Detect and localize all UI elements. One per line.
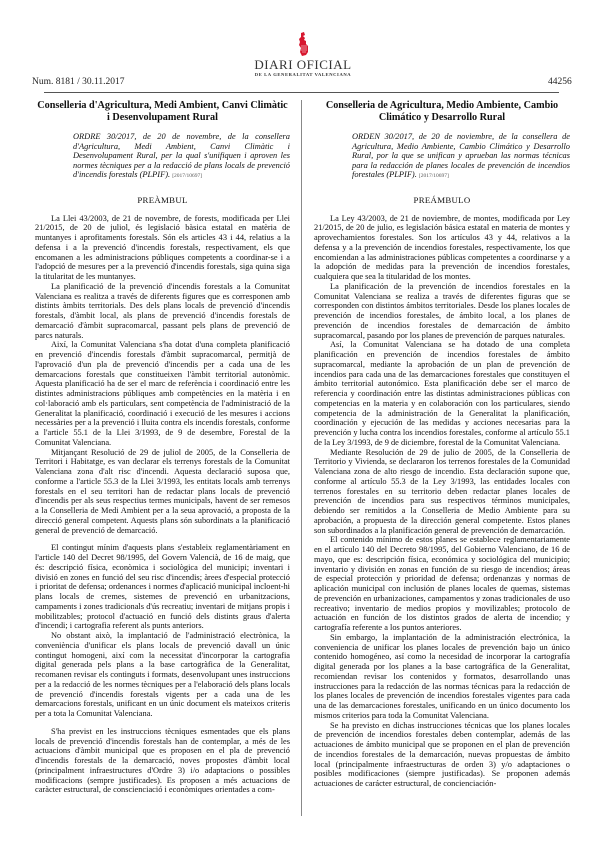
diari-oficial-logo — [248, 32, 358, 77]
preamble-heading: PREÀMBUL — [137, 194, 188, 205]
paragraph: S'ha previst en les instruccions tècniques esmentades que els plans locals de prevenció d'incendis forestals han de contemplar, a més de les actuacions d'àmbit municipal que es proposen en el pla de prevenció d'incendis forestals de la demarcació, noves propostes d'àmbit local (principalment infraestructures d'Ordre 3) i/o adaptacions o possibles modificacions (sempre justificades). Es proposen a més actuacions de caràcter estructural, de conscienciació i econòmiques orientades a com- — [35, 726, 290, 795]
paragraph: Sin embargo, la implantación de la administración electrónica, la conveniencia de unificar los planes locales de prevención bajo un único contenido homogéneo, así como la necesidad de incorporar la cartografía digital generada por los planes a la base cartográfica de la Generalitat, recomiendan revisar los contenidos y formatos, desarrollando unas instrucciones para la redacción de las normas técnicas para la redacción de los planes locales de prevención de incendios forestales vigentes para cada una de las demarcaciones forestales, unificando en un único documento los mismos criterios para toda la Comunitat Valenciana. — [314, 632, 570, 720]
paragraph: No obstant això, la implantació de l'administració electrònica, la conveniència d'unificar els plans locals de prevenció davall un únic contingut homogeni, així com la necessitat d'incorporar la cartografia digital generada pels plans a la base cartogràfica de la Generalitat, recomanen revisar els continguts i formats, desenvolupant unes instruccions per a la redacció de les normes tècniques per a l'elaboració dels plans locals de prevenció d'incendis forestals vigents per a cada una de les demarcacions forestals, unificant en un únic document els mateixos criteris per a tota la Comunitat Valenciana. — [35, 631, 290, 719]
order-reference: [2017/10697] — [172, 173, 203, 180]
paragraph: La Ley 43/2003, de 21 de noviembre, de montes, modificada por Ley 21/2015, de 20 de julio, es legislación básica estatal en materia de montes y aprovechamientos forestales. Son los artículos 43 y 44, relativos a la defensa y a la prevención de incendios forestales, respectivamente, los que encomiendan a las administraciones públicas competentes a coordinarse y a la adopción de medidas para la prevención de incendios forestales, cualquiera que sea la titularidad de los montes. — [314, 213, 570, 282]
paragraph: El contenido mínimo de estos planes se establece reglamentariamente en el artículo 140 del Decreto 98/1995, del Gobierno Valenciano, de 16 de mayo, que es: descripción física, económica y sociológica del municipio; inventario y división en zonas en función de su riesgo de incendios; áreas de especial protección y prioridad de defensa; ordenanzas y normas de aplicación municipal con inclusión de planes locales de quemas, sistemas de prevención en urbanizaciones, campamentos y zonas tradicionales de uso recreativo; inventario de medios propios y movilizables; protocolo de actuación en función de los distintos grados de alerta de incendio; y cartografía referente a los puntos anteriores. — [314, 535, 570, 633]
paragraph: Así, la Comunitat Valenciana se ha dotado de una completa planificación en prevención de incendios forestales de ámbito supracomarcal, mediante la aprobación de un plan de prevención de incendios para cada una de las demarcaciones forestales que constituyen el ámbito territorial autonómico. Esta planificación debe ser el marco de referencia y coordinación entre las distintas administraciones públicas con competencias en la materia y en colaboración con los particulares, siendo competencia de la administración de la Generalitat la planificación, coordinación y ejecución de las medidas y acciones necesarias para la prevención y lucha contra los incendios forestales, conforme al artículo 55.1 de la Ley 3/1993, de 9 de diciembre, forestal de la Comunitat Valenciana. — [314, 340, 570, 447]
order-summary — [73, 132, 290, 182]
generalitat-emblem-icon — [297, 32, 309, 56]
order-summary-text: ORDRE 30/2017, de 20 de novembre, de la consellera d'Agricultura, Medi Ambient, Canvi Climàtic i Desenvolupament Rural, per la qual s'unifiquen i aproven les normes tècniques per a la redacció de plans locals de prevenció d'incendis forestals (PLPIF). — [73, 132, 290, 180]
paragraph: La planificació de la prevenció d'incendis forestals a la Comunitat Valenciana es realitza a través de diferents figures que es corresponen amb distints àmbits territorials. Des dels plans locals de prevenció d'incendis forestals, d'àmbit local, als plans de prevenció d'incendis forestals de demarcació d'àmbit supracomarcal, passant pels plans de prevenció de parcs naturals. — [35, 281, 290, 340]
paragraph: La planificación de la prevención de incendios forestales en la Comunitat Valenciana se realiza a través de diferentes figuras que se corresponden con distintos ámbitos territoriales. Desde los planes locales de prevención de incendios forestales, de ámbito local, a los planes de prevención de incendios forestales de demarcación de ámbito supracomarcal, pasando por los planes de prevención de parques naturales. — [314, 281, 570, 340]
department-title: Conselleria de Agricultura, Medio Ambiente, Cambio Climático y Desarrollo Rural — [325, 100, 559, 123]
valencian-column — [35, 100, 290, 795]
logo-title: DIARI OFICIAL — [254, 57, 352, 72]
page-number: 44256 — [548, 77, 572, 87]
order-summary — [352, 132, 570, 182]
department-title: Conselleria d'Agricultura, Medi Ambient, Canvi Climàtic i Desenvolupament Rural — [37, 100, 288, 123]
paragraph: La Llei 43/2003, de 21 de novembre, de forests, modificada per Llei 21/2015, de 20 de juliol, és legislació bàsica estatal en matèria de muntanyes i aprofitaments forestals. Són els articles 43 i 44, relatius a la defensa i a la prevenció d'incendis forestals, respectivament, els que encomanen a les administracions públiques competents a coordinar-se i a l'adopció de mesures per a la prevenció d'incendis forestals, siga quina siga la titularitat de les muntanyes. — [35, 213, 290, 282]
logo-subtitle: DE LA GENERALITAT VALENCIANA — [254, 72, 352, 77]
page-header — [0, 0, 604, 92]
order-reference: [2017/10697] — [418, 173, 449, 180]
issue-number-date: Num. 8181 / 30.11.2017 — [32, 77, 125, 87]
paragraph: Se ha previsto en dichas instrucciones técnicas que los planes locales de prevención de incendios forestales deben contemplar, además de las actuaciones de ámbito municipal que se proponen en el plan de prevención de incendios forestales de la demarcación, nuevas propuestas de ámbito local (principalmente infraestructuras de orden 3) y/o adaptaciones o posibles modificaciones (siempre justificadas). Se proponen además actuaciones de carácter estructural, de concienciación- — [314, 720, 570, 789]
preamble-heading: PREÁMBULO — [413, 194, 471, 205]
paragraph: Mitjançant Resolució de 29 de juliol de 2005, de la Conselleria de Territori i Habitatge, es van declarar els terrenys forestals de la Comunitat Valenciana zona d'alt risc d'incendi. Aquesta declaració suposa que, conforme a l'article 55.3 de la Llei 3/1993, les entitats locals amb terrenys forestals en el seu territori han de redactar plans locals de prevenció d'incendis per als seus respectius termes municipals, havent de ser remesos a la Conselleria de Medi Ambient per a la seua aprovació, a proposta de la direcció general competent. Aquests plans són subordinats a la planificació general de prevenció de demarcació. — [35, 447, 290, 535]
paragraph: Mediante Resolución de 29 de julio de 2005, de la Conselleria de Territorio y Vivienda, se declararon los terrenos forestales de la Comunidad Valenciana zona de alto riesgo de incendio. Esta declaración supone que, conforme al artículo 55.3 de la Ley 3/1993, las entidades locales con terrenos forestales en su territorio deben redactar planes locales de prevención de incendios para sus respectivos términos municipales, debiendo ser remitidos a la Conselleria de Medio Ambiente para su aprobación, a propuesta de la dirección general competente. Estos planes son subordinados a la planificación general de prevención de demarcación. — [314, 447, 570, 535]
order-summary-text: ORDEN 30/2017, de 20 de noviembre, de la consellera de Agricultura, Medio Ambiente, Cambio Climático y Desarrollo Rural, por la que se unifican y aprueban las normas técnicas para la redacción de planes locales de prevención de incendios forestales (PLPIF). — [352, 132, 570, 180]
paragraph: El contingut mínim d'aquests plans s'estableix reglamentàriament en l'article 140 del Decret 98/1995, del Govern Valencià, de 16 de maig, que és: descripció física, econòmica i sociològica del municipi; inventari i divisió en zones en funció del seu risc d'incendis; àrees d'especial protecció i prioritat de defensa; ordenances i normes d'aplicació municipal incloent-hi plans locals de cremes, sistemes de prevenció en urbanitzacions, campaments i zones tradicionals d'ús recreatiu; inventari de mitjans propis i mobilitzables; protocol d'actuació en funció dels distints graus d'alerta d'incendi; i cartografia referent als punts anteriors. — [35, 543, 290, 631]
header-divider — [44, 92, 559, 93]
paragraph: Així, la Comunitat Valenciana s'ha dotat d'una completa planificació en prevenció d'incendis forestals d'àmbit supracomarcal, permitjà de l'aprovació d'un pla de prevenció d'incendis per a cada una de les demarcacions forestals que constitueixen l'àmbit territorial autonòmic. Aquesta planificació ha de ser el marc de referència i coordinació entre les distintes administracions públiques amb competències en la matèria i en col·laboració amb els particulars, sent competència de l'administració de la Generalitat la planificació, coordinació i execució de les mesures i accions necessàries per a la prevenció i lluita contra els incendis forestals, conforme a l'article 55.1 de la Llei 3/1993, de 9 de desembre, Forestal de la Comunitat Valenciana. — [35, 340, 290, 447]
column-divider — [301, 100, 302, 816]
spanish-column — [314, 100, 570, 789]
